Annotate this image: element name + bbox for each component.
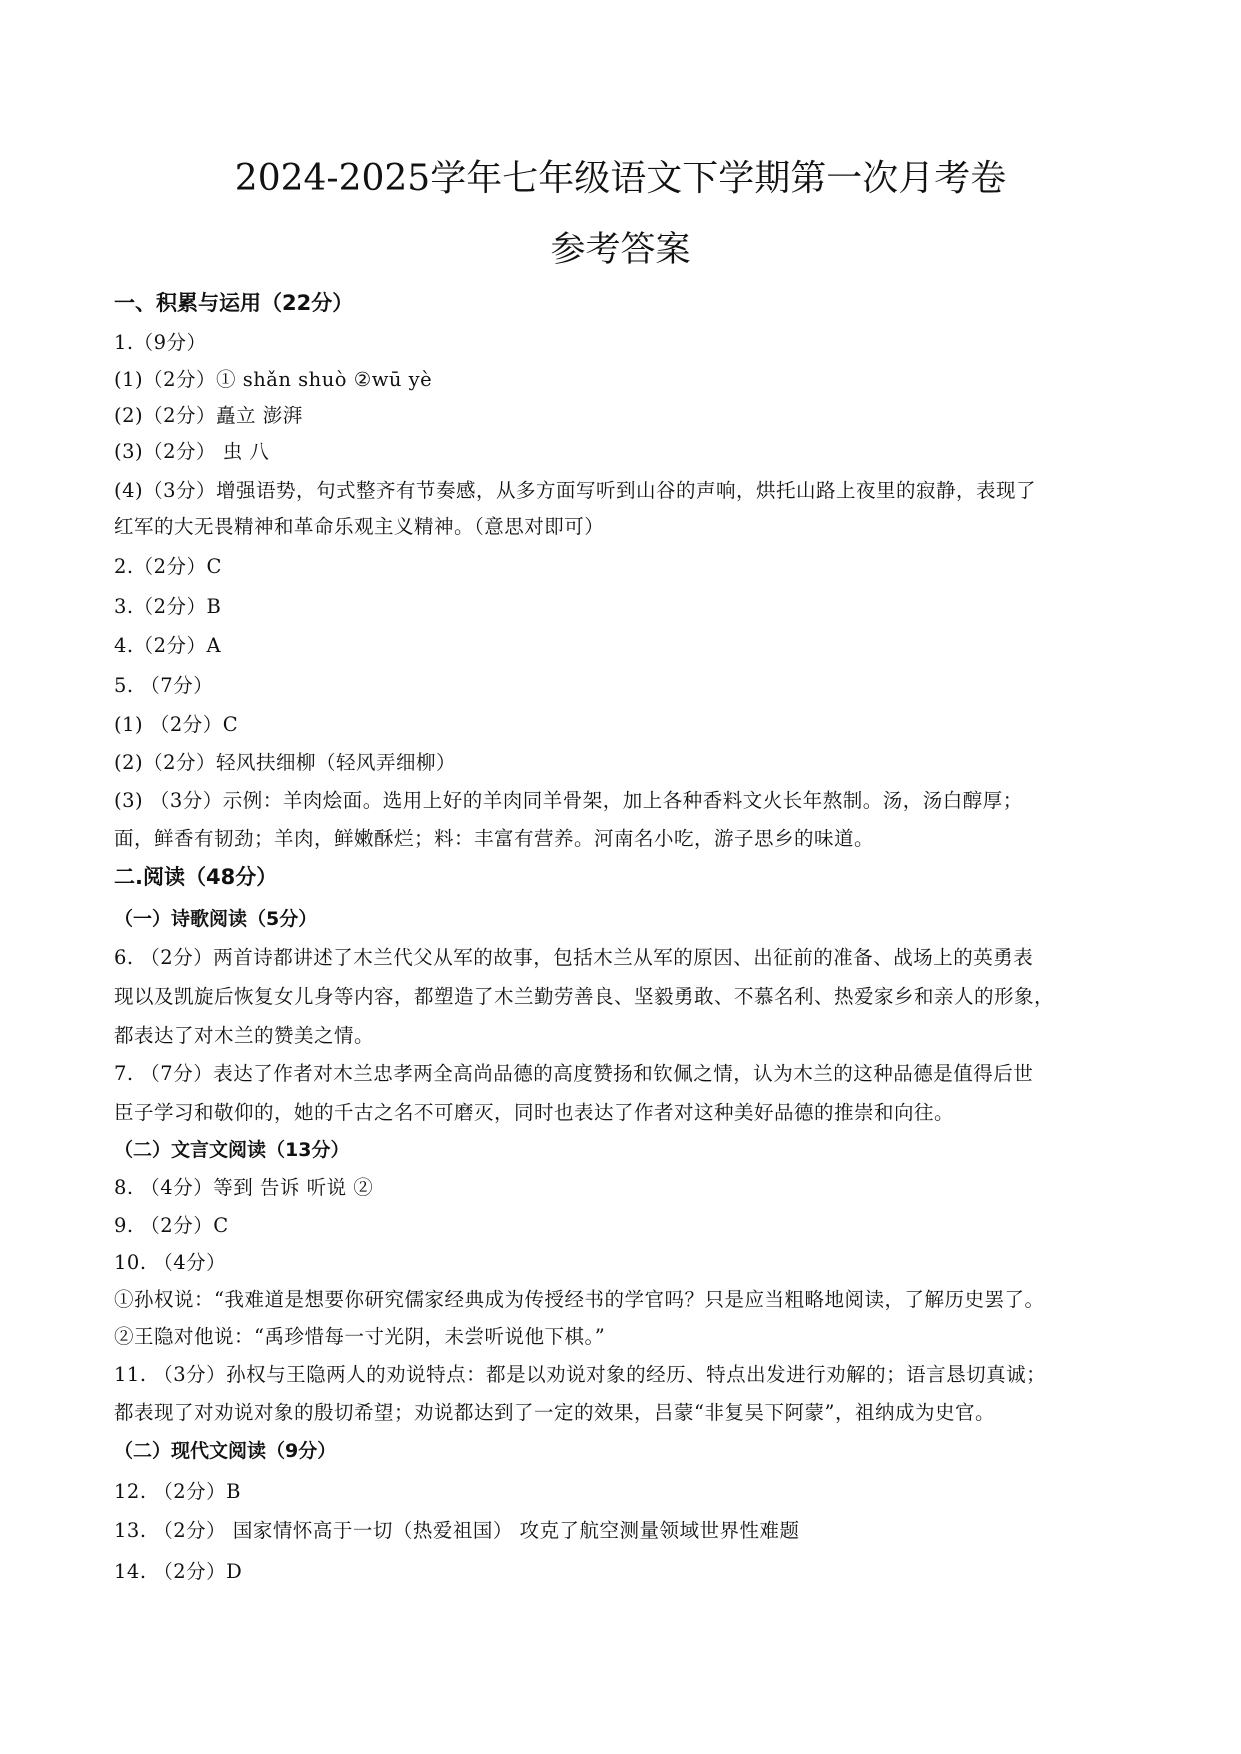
answer-line: (1) （2分）C bbox=[114, 713, 239, 736]
answer-line: 都表达了对木兰的赞美之情。 bbox=[114, 1024, 375, 1047]
answer-line: ①孙权说：“我难道是想要你研究儒家经典成为传授经书的学官吗？只是应当粗略地阅读，了解历史罢了。 bbox=[114, 1288, 1045, 1311]
answer-line: 14. （2分）D bbox=[114, 1560, 243, 1583]
section-heading-1: 一、积累与运用（22分） bbox=[114, 291, 354, 315]
answer-line: 12. （2分）B bbox=[114, 1480, 241, 1503]
answer-line: (1)（2分）① shǎn shuò ②wū yè bbox=[114, 368, 433, 391]
answer-line: 9. （2分）C bbox=[114, 1214, 229, 1237]
answer-line: 4.（2分）A bbox=[114, 634, 222, 657]
section-heading-2: 二.阅读（48分） bbox=[114, 865, 278, 889]
answer-line: 面，鲜香有韧劲；羊肉，鲜嫩酥烂；料：丰富有营养。河南名小吃，游子思乡的味道。 bbox=[114, 827, 875, 850]
answer-line: 13. （2分） 国家情怀高于一切（热爱祖国） 攻克了航空测量领域世界性难题 bbox=[114, 1519, 800, 1542]
subsection-heading: （二）文言文阅读（13分） bbox=[114, 1139, 350, 1161]
answer-line: (3) （3分）示例：羊肉烩面。选用上好的羊肉同羊骨架，加上各种香料文火长年熬制。汤，汤白醇厚； bbox=[114, 789, 1023, 812]
answer-line: 5. （7分） bbox=[114, 674, 214, 697]
answer-line: 10. （4分） bbox=[114, 1251, 227, 1274]
subsection-heading: （一）诗歌阅读（5分） bbox=[114, 908, 318, 930]
answer-line: 7. （7分）表达了作者对木兰忠孝两全高尚品德的高度赞扬和钦佩之情，认为木兰的这种品德是值得后世 bbox=[114, 1062, 1034, 1085]
answer-line: 都表现了对劝说对象的殷切希望；劝说都达到了一定的效果，吕蒙“非复吴下阿蒙”，祖纳成为史官。 bbox=[114, 1401, 995, 1424]
page-subtitle: 参考答案 bbox=[550, 230, 691, 270]
answer-line: 红军的大无畏精神和革命乐观主义精神。（意思对即可） bbox=[114, 515, 605, 538]
answer-line: 臣子学习和敬仰的，她的千古之名不可磨灭，同时也表达了作者对这种美好品德的推崇和向往。 bbox=[114, 1101, 955, 1124]
answer-line: 1.（9分） bbox=[114, 331, 207, 354]
answer-line: 3.（2分）B bbox=[114, 595, 222, 618]
answer-line: 6. （2分）两首诗都讲述了木兰代父从军的故事，包括木兰从军的原因、出征前的准备、战场上的英勇表 bbox=[114, 946, 1034, 969]
answer-line: (3)（2分） 虫 八 bbox=[114, 440, 270, 463]
answer-line: (4)（3分）增强语势，句式整齐有节奏感，从多方面写听到山谷的声响，烘托山路上夜里的寂静，表现了 bbox=[114, 479, 1037, 502]
answer-line: (2)（2分）轻风扶细柳（轻风弄细柳） bbox=[114, 751, 457, 774]
answer-line: (2)（2分）矗立 澎湃 bbox=[114, 404, 303, 427]
answer-line: 现以及凯旋后恢复女儿身等内容，都塑造了木兰勤劳善良、坚毅勇敢、不慕名利、热爱家乡和亲人的形象， bbox=[114, 985, 1055, 1008]
answer-line: ②王隐对他说：“禹珍惜每一寸光阴，未尝听说他下棋。” bbox=[114, 1325, 606, 1348]
answer-line: 8. （4分）等到 告诉 听说 ② bbox=[114, 1176, 374, 1199]
answer-line: 2.（2分）C bbox=[114, 555, 222, 578]
answer-line: 11. （3分）孙权与王隐两人的劝说特点：都是以劝说对象的经历、特点出发进行劝解的；语言恳切真诚； bbox=[114, 1363, 1047, 1386]
subsection-heading: （二）现代文阅读（9分） bbox=[114, 1440, 337, 1462]
page-title: 2024-2025学年七年级语文下学期第一次月考卷 bbox=[234, 158, 1007, 199]
